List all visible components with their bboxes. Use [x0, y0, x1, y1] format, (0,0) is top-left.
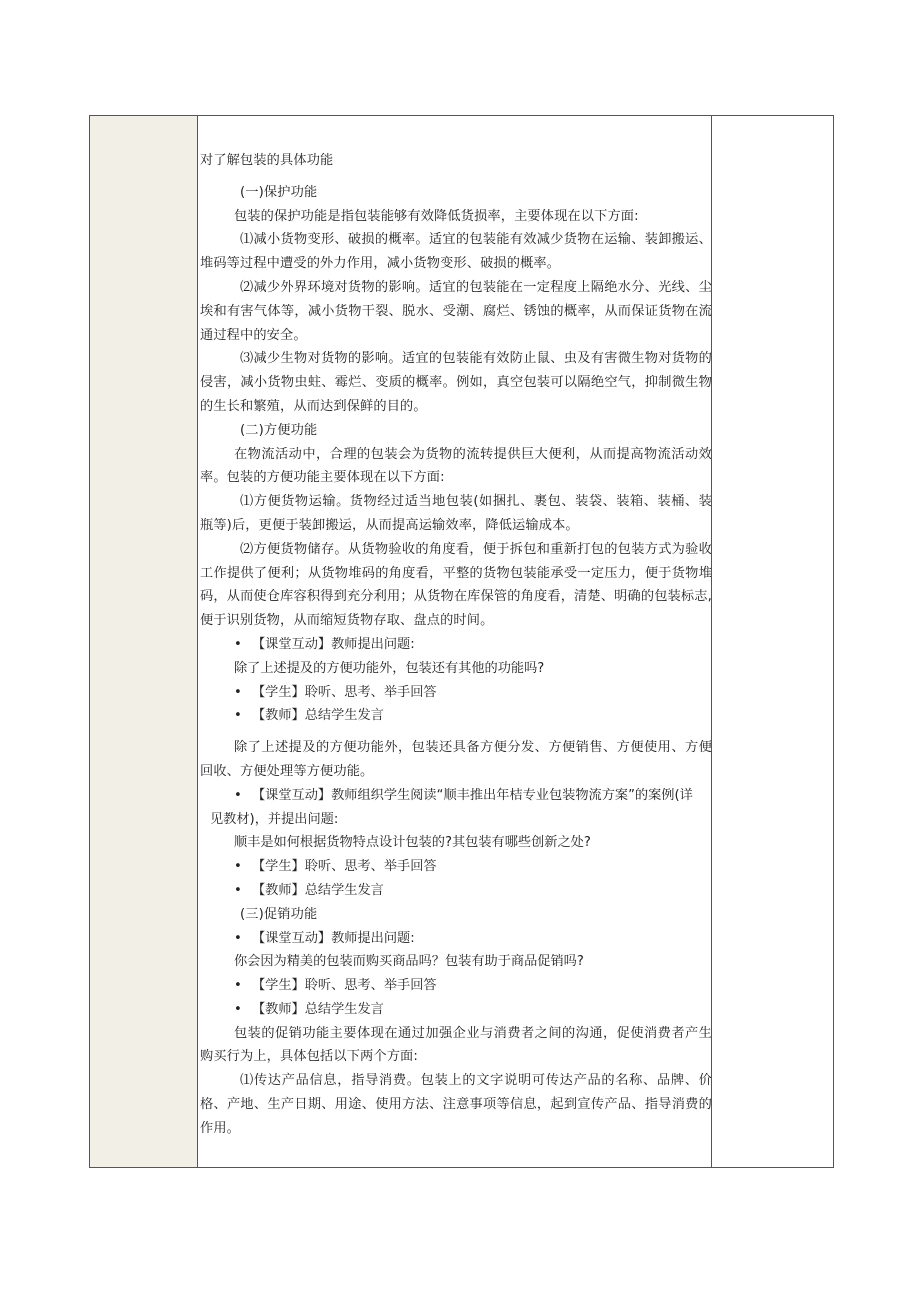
bullet-item: • 【课堂互动】教师提出问题: — [200, 633, 712, 657]
bullet-icon: • — [234, 636, 242, 652]
paragraph: ⑴减小货物变形、破损的概率。适宜的包装能有效减少货物在运输、装卸搬运、堆码等过程中遭受的外力作用，减小货物变形、破损的概率。 — [200, 232, 712, 272]
bullet-icon: • — [234, 978, 242, 994]
bullet-item: • 【课堂互动】教师提出问题: — [200, 927, 712, 951]
bullet-icon: • — [234, 708, 242, 724]
paragraph: ⑵减少外界环境对货物的影响。适宜的包装能在一定程度上隔绝水分、光线、尘埃和有害气体等，减小货物干裂、脱水、受潮、腐烂、锈蚀的概率，从而保证货物在流通过程中的安全。 — [200, 279, 712, 343]
bullet-item: • 【学生】聆听、思考、举手回答 — [200, 974, 712, 998]
paragraph: 包装的保护功能是指包装能够有效降低货损率，主要体现在以下方面: — [234, 208, 639, 224]
bullet-continuation: 见教材)，并提出问题: — [210, 811, 339, 827]
bullet-icon: • — [234, 859, 242, 875]
paragraph: 在物流活动中，合理的包装会为货物的流转提供巨大便利，从而提高物流活动效率。包装的方便功能主要体现在以下方面: — [200, 446, 712, 486]
intro-line: 对了解包装的具体功能 — [200, 153, 334, 168]
paragraph: 包装的促销功能主要体现在通过加强企业与消费者之间的沟通，促使消费者产生购买行为上，具体包括以下两个方面: — [200, 1025, 712, 1065]
table-right-column — [711, 116, 833, 1167]
bullet-icon: • — [234, 1001, 242, 1017]
lesson-content — [200, 149, 712, 1141]
section-heading-convenience: (二)方便功能 — [240, 422, 318, 438]
bullet-icon: • — [234, 787, 242, 803]
question: 除了上述提及的方便功能外，包装还有其他的功能吗? — [234, 660, 545, 676]
paragraph: ⑵方便货物储存。从货物验收的角度看，便于拆包和重新打包的包装方式为验收工作提供了便利；从货物堆码的角度看，平整的货物包装能承受一定压力，便于货物堆码，从而使仓库容积得到充分利用；从货物在库保管的角度看，清楚、明确的包装标志,便于识别货物，从而缩短货物存取、盘点的时间。 — [200, 541, 712, 629]
lesson-table — [89, 115, 834, 1168]
section-heading-protection: (一)保护功能 — [240, 184, 318, 200]
paragraph: 除了上述提及的方便功能外，包装还具备方便分发、方便销售、方便使用、方便回收、方便处理等方便功能。 — [200, 740, 712, 779]
question: 顺丰是如何根据货物特点设计包装的?其包装有哪些创新之处? — [234, 835, 591, 851]
bullet-icon: • — [234, 930, 242, 946]
bullet-item: • 【教师】总结学生发言 — [200, 998, 712, 1022]
bullet-item: • 【学生】聆听、思考、举手回答 — [200, 855, 712, 879]
bullet-item: • 【教师】总结学生发言 — [200, 704, 712, 728]
paragraph: ⑴方便货物运输。货物经过适当地包装(如捆扎、裹包、装袋、装箱、装桶、装瓶等)后，更便于装卸搬运，从而提高运输效率，降低运输成本。 — [200, 494, 712, 533]
question: 你会因为精美的包装而购买商品吗？包装有助于商品促销吗? — [234, 954, 584, 970]
paragraph: ⑶减少生物对货物的影响。适宜的包装能有效防止鼠、虫及有害微生物对货物的侵害，减小货物虫蛀、霉烂、变质的概率。例如，真空包装可以隔绝空气，抑制微生物的生长和繁殖，从而达到保鲜的目的。 — [200, 351, 712, 414]
section-heading-promotion: (三)促销功能 — [240, 906, 318, 922]
bullet-item: • 【学生】聆听、思考、举手回答 — [200, 681, 712, 705]
bullet-icon: • — [234, 882, 242, 898]
bullet-item: • 【教师】总结学生发言 — [200, 879, 712, 903]
bullet-item: • 【课堂互动】教师组织学生阅读“顺丰推出年桔专业包装物流方案”的案例(详 — [200, 784, 712, 808]
table-left-column — [90, 116, 198, 1167]
table-content-column — [198, 116, 713, 1167]
paragraph: ⑴传达产品信息，指导消费。包装上的文字说明可传达产品的名称、品牌、价格、产地、生产日期、用途、使用方法、注意事项等信息，起到宣传产品、指导消费的作用。 — [200, 1073, 712, 1136]
bullet-icon: • — [234, 684, 242, 700]
